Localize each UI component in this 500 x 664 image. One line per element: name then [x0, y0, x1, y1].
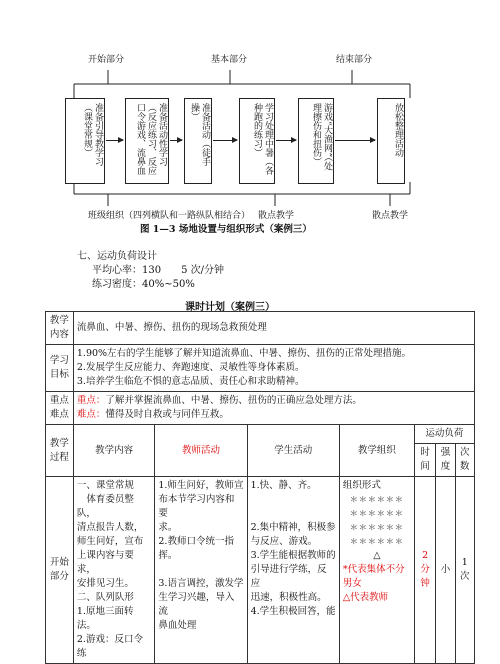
org-title: 组织形式 — [342, 480, 381, 491]
start-content: 一、课堂常规 体育委员整队， 清点报告人数， 师生问好，宣布 上课内容与要求， 安排见习生。 二、队列队形 1.原地三面转法。 2.游戏：反口令练 — [73, 477, 155, 664]
key-cell — [73, 392, 474, 425]
start-org: 组织形式 ＊＊＊＊＊＊ ＊＊＊＊＊＊ ＊＊＊＊＊＊ ＊＊＊＊＊＊ △ *代表集体不分 男女 △代表教师 — [339, 477, 414, 664]
row-content — [46, 312, 475, 345]
goals-cell — [73, 345, 474, 392]
diff-text: 懂得及时自救或与同伴互救。 — [105, 409, 229, 420]
start-time: 2分钟 — [414, 477, 435, 664]
flow-box-6: 放松整理活动 — [377, 98, 405, 184]
header-time: 时间 — [414, 444, 435, 477]
label-end: 结束部分 — [336, 55, 373, 65]
flow-box-3: 准备活动（徒手操） — [184, 98, 212, 184]
row-goals — [46, 345, 475, 392]
header-org: 教学组织 — [339, 425, 414, 477]
lesson-plan-title: 课时计划（案例三） — [185, 302, 275, 313]
header-count: 次数 — [455, 444, 474, 477]
header-process: 教学过程 — [46, 425, 74, 477]
content-label: 教学内容 — [46, 312, 74, 345]
goal-2: 2.发展学生反应能力、奔跑速度、灵敏性等身体素质。 — [76, 362, 305, 373]
lesson-plan-table — [45, 311, 475, 664]
key-text: 了解并掌握流鼻血、中暑、擦伤、扭伤的正确应急处理方法。 — [105, 395, 362, 406]
formation-row: ＊＊＊＊＊＊ — [349, 523, 404, 532]
diff-prefix: 难点： — [76, 409, 106, 420]
row-start-part — [46, 477, 475, 664]
arrow-1 — [106, 140, 123, 141]
flow-box-4: 学习处理中暑（各 种跑的练习） — [239, 98, 275, 184]
formation-row: ＊＊＊＊＊＊ — [349, 537, 404, 546]
start-student: 1.快、静、齐。 2.集中精神，积极参 与反应、游戏。 3.学生能根据教师的 引导进行学练，反应 迅速，积极性高。 4.学生积极回答，能 — [247, 477, 339, 664]
key-prefix: 重点： — [76, 395, 106, 406]
header-intensity: 强度 — [436, 444, 455, 477]
goals-label: 学习目标 — [46, 345, 74, 392]
label-scatter-1: 散点教学 — [258, 211, 295, 221]
arrow-5 — [335, 140, 375, 141]
heart-rate: 平均心率：130 5 次/分钟 — [92, 265, 224, 276]
header-student: 学生活动 — [247, 425, 339, 477]
row-key-points — [46, 392, 475, 425]
header-content: 教学内容 — [73, 425, 155, 477]
load-heading: 七、运动负荷设计 — [77, 251, 157, 262]
label-main: 基本部分 — [211, 55, 248, 65]
row-header — [46, 425, 475, 444]
label-class-org: 班级组织（四列横队和一路纵队相结合） — [88, 211, 251, 221]
start-count: 1次 — [455, 477, 474, 664]
content-text: 流鼻血、中暑、擦伤、扭伤的现场急救预处理 — [73, 312, 474, 345]
goal-1: 1.90%左右的学生能够了解并知道流鼻血、中暑、擦伤、扭伤的正常处理措施。 — [76, 348, 412, 359]
start-teacher: 1.师生问好，教师宣 布本节学习内容和要 求。 2.教师口令统一指挥。 3.语言调控，激发学 生学习兴趣，导入流 鼻血处理 — [155, 477, 247, 664]
label-start: 开始部分 — [88, 55, 125, 65]
flow-box-2: 准备活动性学习 （反应练习、反应 口令游戏、流鼻血 — [125, 98, 169, 184]
formation-row: ＊＊＊＊＊＊ — [349, 495, 404, 504]
arrow-2 — [170, 140, 182, 141]
figure-caption: 图 1—3 场地设置与组织形式（案例三） — [140, 224, 312, 235]
teacher-marker: △ — [373, 550, 381, 561]
header-teacher: 教师活动 — [155, 425, 247, 477]
flow-box-1: 准备引导教学习 （课堂常规） — [65, 98, 105, 184]
start-intensity: 小 — [436, 477, 455, 664]
formation-row: ＊＊＊＊＊＊ — [349, 509, 404, 518]
practice-density: 练习密度：40%~50% — [92, 279, 195, 290]
arrow-3 — [213, 140, 237, 141]
header-load: 运动负荷 — [414, 425, 474, 444]
flow-box-5: 游戏“大渔网”（处 理擦伤和扭伤） — [298, 98, 334, 184]
goal-3: 3.培养学生临危不惧的意志品质、责任心和求助精神。 — [76, 376, 305, 387]
stage-start: 开始部分 — [46, 477, 74, 664]
key-label: 重点难点 — [46, 392, 74, 425]
label-scatter-2: 散点教学 — [372, 211, 409, 221]
arrow-4 — [276, 140, 296, 141]
